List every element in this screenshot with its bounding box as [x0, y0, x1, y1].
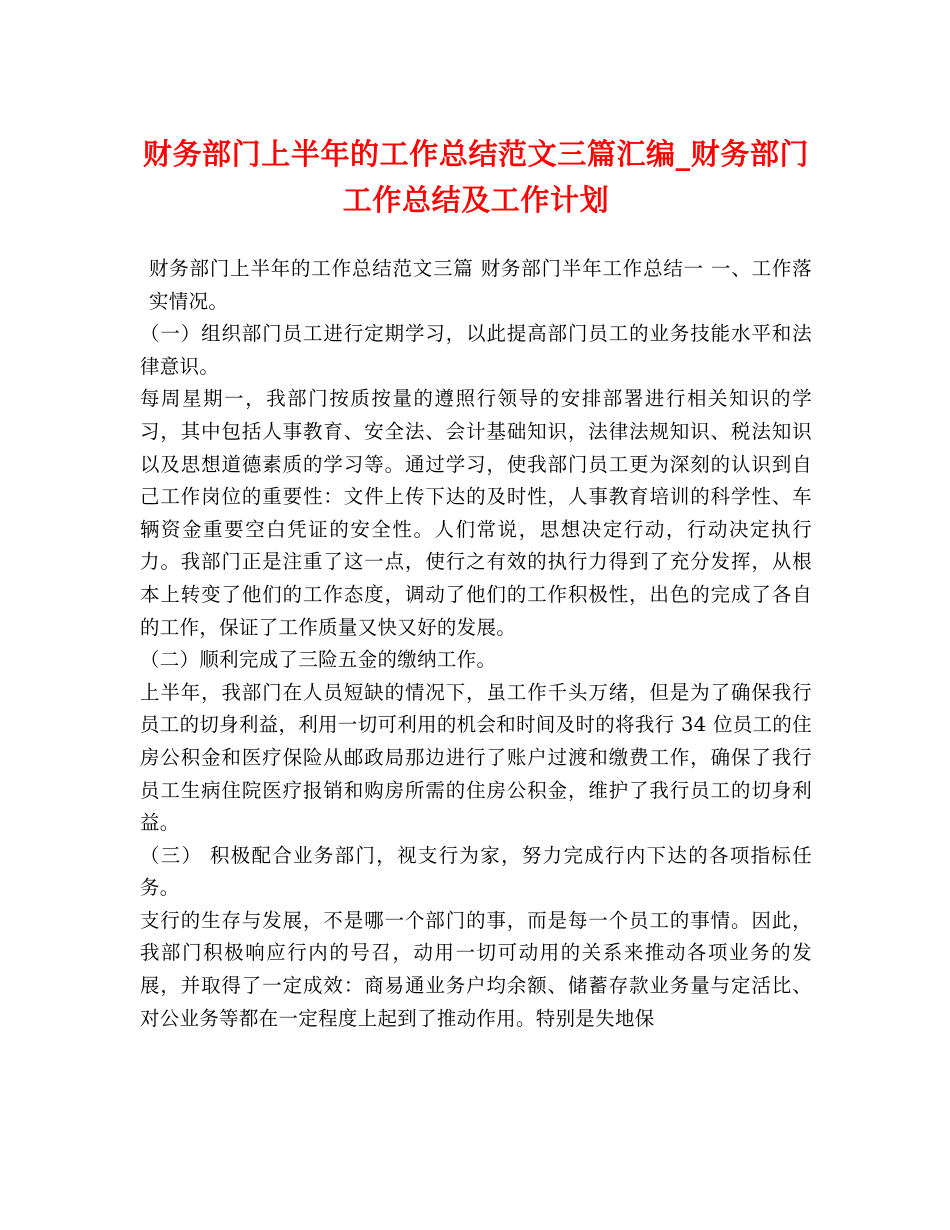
section-heading-1: （一）组织部门员工进行定期学习，以此提高部门员工的业务技能水平和法律意识。	[140, 322, 812, 378]
section-heading-3: （三） 积极配合业务部门，视支行为家，努力完成行内下达的各项指标任务。	[140, 843, 812, 900]
body-paragraph: 每周星期一，我部门按质按量的遵照行领导的安排部署进行相关知识的学习，其中包括人事教育、安全法、会计基础知识，法律法规知识、税法知识以及思想道德素质的学习等。通过学习，使我部门员工更为深刻的认识到自己工作岗位的重要性：文件上传下达的及时性，人事教育培训的科学性、车辆资金重要空白凭证的安全性。人们常说，思想决定行动，行动决定执行力。我部门正是注重了这一点，使行之有效的执行力得到了充分发挥，从根本上转变了他们的工作态度，调动了他们的工作积极性，出色的完成了各自的工作，保证了工作质量又快又好的发展。	[140, 387, 812, 639]
document-body	[140, 253, 812, 1035]
section-heading-2: （二）顺利完成了三险五金的缴纳工作。	[140, 648, 497, 672]
intro-paragraph: 财务部门上半年的工作总结范文三篇 财务部门半年工作总结一 一、工作落实情况。	[149, 257, 812, 313]
document-title: 财务部门上半年的工作总结范文三篇汇编_财务部门工作总结及工作计划	[142, 137, 810, 217]
body-paragraph: 支行的生存与发展，不是哪一个部门的事，而是每一个员工的事情。因此，我部门积极响应行内的号召，动用一切可动用的关系来推动各项业务的发展，并取得了一定成效：商易通业务户均余额、储蓄存款业务量与定活比、对公业务等都在一定程度上起到了推动作用。特别是失地保	[140, 908, 812, 1030]
body-paragraph: 上半年，我部门在人员短缺的情况下，虽工作千头万绪，但是为了确保我行员工的切身利益，利用一切可利用的机会和时间及时的将我行 34 位员工的住房公积金和医疗保险从邮政局那边进行了账户过渡和缴费工作，确保了我行员工生病住院医疗报销和购房所需的住房公积金，维护了我行员工的切身利益。	[140, 680, 812, 835]
